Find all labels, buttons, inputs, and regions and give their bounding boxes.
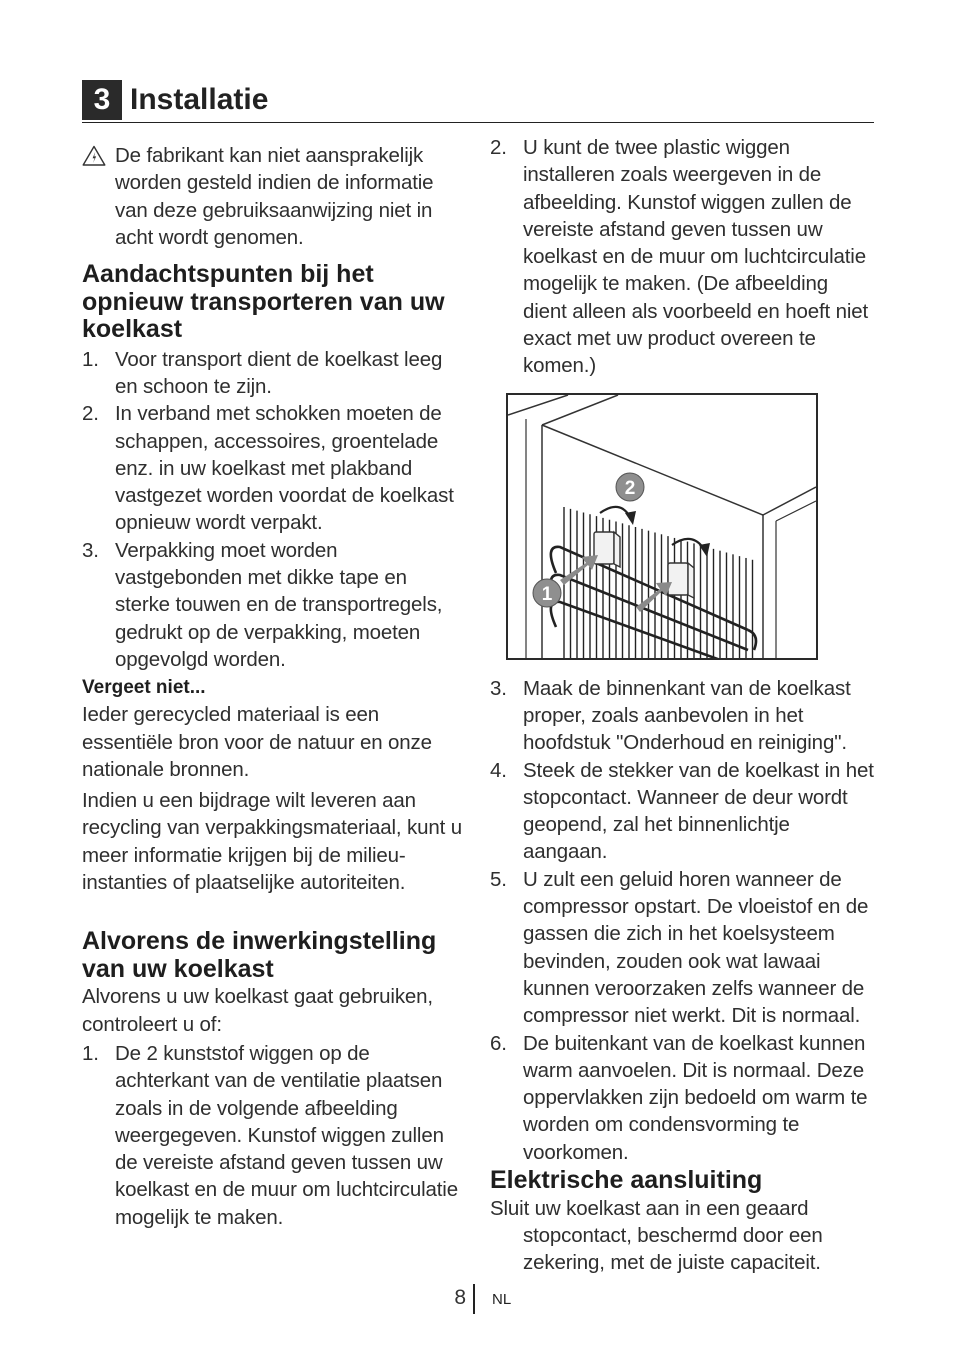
list-item: 2. U kunt de twee plastic wiggen installeren zoals weergeven in de afbeelding. Kunstof wiggen zullen de vereiste afstand geven tussen uw koelkast en de muur om luchtcirculatie mogelijk te maken. (De afbeelding dient alleen als voorbeeld en hoeft niet exact met uw product overeen te komen.) [490,136,869,378]
chapter-title: Installatie [130,83,269,116]
list-item: 5. U zult een geluid horen wanneer de compressor opstart. De vloeistof en de gassen die zich in het koelsysteem bevinden, zouden ook wat lawaai kunnen veroorzaken zelfs wanneer de compressor niet werkt. Dit is normaal. [490,867,869,1028]
before-use-list-right-top [490,134,876,380]
fridge-back-illustration [508,395,816,658]
transport-heading: Aandachtspunten bij het opnieuw transporteren van uw koelkast [82,260,445,344]
chapter-number: 3 [82,80,122,120]
list-item: 1. De 2 kunststof wiggen op de achterkant van de ventilatie plaatsen zoals in de volgende afbeelding weergegeven. Kunstof wiggen zullen de vereiste afstand geven tussen uw koelkast en de muur om luchtcirculatie mogelijk te maken. [82,1041,458,1229]
page-number: 8 [454,1286,466,1309]
callout-2: 2 [624,478,636,499]
warning-note [82,142,466,251]
before-use-list-right-bottom [490,675,876,1166]
before-use-heading: Alvorens de inwerkingstelling van uw koelkast [82,927,437,983]
language-code: NL [492,1291,512,1308]
left-column [82,142,466,1231]
electrical-text: Sluit uw koelkast aan in een geaard stopcontact, beschermd door een zekering, met de juiste capaciteit. [490,1196,823,1275]
callout-1: 1 [541,584,553,605]
right-column [490,134,876,1276]
chapter-header [82,80,874,123]
reminder-title: Vergeet niet... [82,677,206,699]
list-item: 3. Verpakking moet worden vastgebonden met dikke tape en sterke touwen en de transportregels, gedrukt op de verpakking, moeten opgevolgd worden. [82,538,443,671]
electrical-heading: Elektrische aansluiting [490,1166,763,1195]
footer-divider [473,1284,475,1314]
list-item: 4. Steek de stekker van de koelkast in het stopcontact. Wanneer de deur wordt geopend, zal het binnenlichtje aangaan. [490,758,874,864]
transport-list [82,346,466,674]
warning-triangle-icon [82,145,106,166]
before-use-list-left [82,1040,466,1231]
list-item: 6. De buitenkant van de koelkast kunnen warm aanvoelen. Dit is normaal. Deze oppervlakken zijn bedoeld om warm te worden om condensvorming te voorkomen. [490,1031,868,1164]
reminder-paragraph-1: Ieder gerecycled materiaal is een essentiële bron voor de natuur en onze nationale bronnen. [82,703,432,781]
list-item: 3. Maak de binnenkant van de koelkast proper, zoals aanbevolen in het hoofdstuk "Onderhoud en reiniging". [490,676,851,755]
reminder-paragraph-2: Indien u een bijdrage wilt leveren aan recycling van verpakkingsmateriaal, kunt u meer informatie krijgen bij de milieu-instanties of plaatselijke autoriteiten. [82,789,462,895]
list-item: 2. In verband met schokken moeten de schappen, accessoires, groentelade enz. in uw koelkast met plakband vastgezet worden voordat de koelkast opnieuw wordt verpakt. [82,402,454,535]
warning-text: De fabrikant kan niet aansprakelijk worden gesteld indien de informatie van deze gebruiksaanwijzing niet in acht wordt genomen. [115,144,434,249]
before-use-intro: Alvorens u uw koelkast gaat gebruiken, controleert u of: [82,985,433,1036]
list-item: 1. Voor transport dient de koelkast leeg en schoon te zijn. [82,347,443,398]
wedge-installation-figure [506,393,818,660]
